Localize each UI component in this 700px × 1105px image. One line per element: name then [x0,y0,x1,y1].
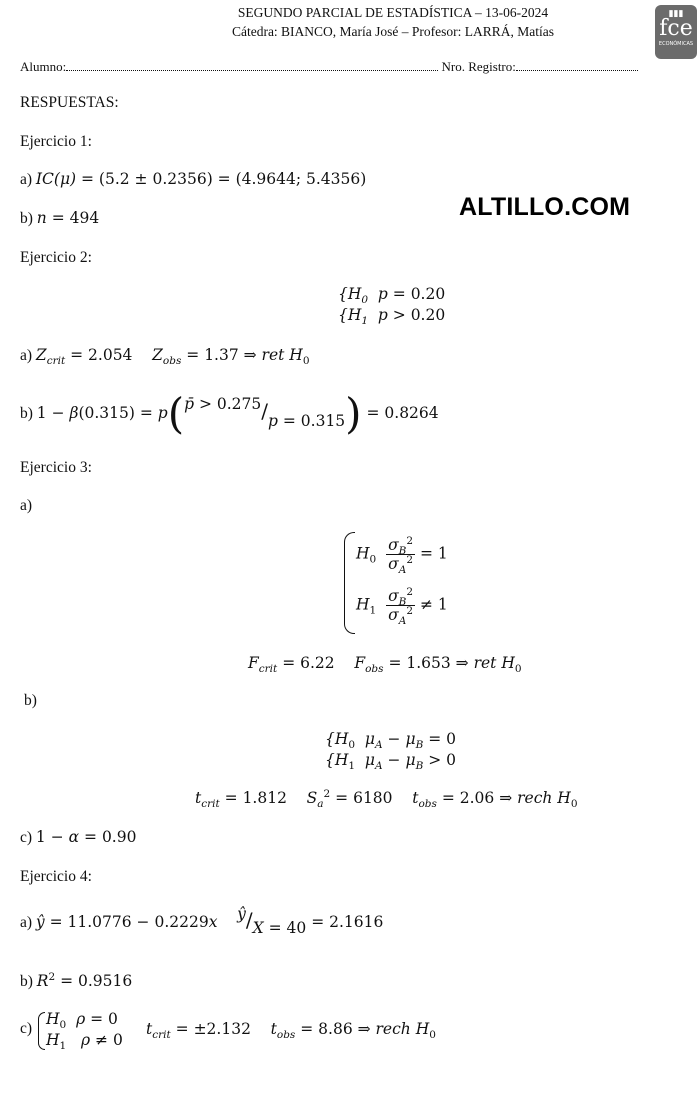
ex4-title: Ejercicio 4: [20,868,92,885]
ex4-a-formula: ŷ = 11.0776 − 0.2229x ŷ/X = 40 = 2.1616 [35,905,384,937]
logo-text: fce [659,16,693,41]
logo-subtext: ECONÓMICAS [658,41,694,47]
ex3-a-label: a) [20,497,33,514]
ex4-c-hypotheses: $H_0$ ρ = 0 $H_1$ ρ ≠ 0 [46,1010,123,1053]
exam-title: SEGUNDO PARCIAL DE ESTADÍSTICA – 13-06-2024 [237,5,549,20]
ex2-hypotheses: {$H_0$ p = 0.20 {$H_1$ p > 0.20 [338,285,446,328]
exam-subtitle: Cátedra: BIANCO, María José – Profesor: LARRÁ, Matías [231,24,555,39]
watermark: ALTILLO.COM [459,193,631,221]
ex2-b [20,384,439,441]
ex3-c [20,828,136,847]
ex1-a-label: a) [20,171,33,188]
ex3-b-hypotheses: {$H_0$ $\mu_A - \mu_B = 0$ {$H_1$ $\mu_A - \mu_B > 0$ [325,730,456,773]
ex1-b-formula: n = 494 [36,209,100,227]
ex3-a-h1: $H_1$ $\frac{\sigma_B^2}{\sigma_A^2}$ ≠ 1 [356,585,448,628]
student-label: Alumno: [20,59,67,74]
ex1-a [20,170,366,189]
ex3-c-label: c) [20,829,33,846]
ex2-b-power-value: 0.8264 [384,404,439,422]
ex4-b [20,972,132,991]
ex2-b-formula: 1 − β(0.315) = p(p̄ > 0.275/p = 0.315) = 0.8264 [36,389,439,438]
ex4-c-result: $t_{crit} = \pm 2.132$ $t_{obs} = 8.86$ ⇒ rech $H_0$ [146,1020,436,1042]
ex4-a [20,905,384,937]
registry-dotted-line [516,70,638,71]
ex2-b-label: b) [20,405,33,422]
ex1-title: Ejercicio 1: [20,133,92,150]
ex3-a-h0: $H_0$ $\frac{\sigma_B^2}{\sigma_A^2}$ = 1 [356,534,448,577]
student-line [20,59,638,75]
ex2-a-label: a) [20,347,33,364]
ex4-a-label: a) [20,914,33,931]
ex4-c-label: c) [20,1020,33,1037]
fce-logo: ▮▮▮ fce ECONÓMICAS [655,5,697,59]
ex3-c-formula: 1 − α = 0.90 [35,828,137,846]
answers-title: RESPUESTAS: [20,94,119,111]
ex3-b-label: b) [24,692,37,709]
ex1-b [20,209,99,228]
ex2-a-formula: $Z_{crit} = 2.054$ $Z_{obs} = 1.37$ ⇒ ret $H_0$ [35,346,310,368]
ex4-b-label: b) [20,973,33,990]
ex3-a-brace [344,532,355,634]
ex3-b-result: $t_{crit} = 1.812$ $S_a^2 = 6180$ $t_{obs} = 2.06$ ⇒ rech $H_0$ [195,787,578,811]
ex4-b-formula: $R^2 = 0.9516$ [36,970,133,990]
ex3-title: Ejercicio 3: [20,459,92,476]
student-dotted-line [66,70,438,71]
ex4-c-brace [38,1012,45,1050]
ex3-a-result: $F_{crit} = 6.22$ $F_{obs} = 1.653$ ⇒ ret $H_0$ [248,654,522,676]
ex1-b-label: b) [20,210,33,227]
ex2-a [20,346,310,368]
registry-label: Nro. Registro: [441,59,516,74]
ex1-b-n-value: 494 [69,209,100,227]
ex1-a-formula: IC(μ) = (5.2 ± 0.2356) = (4.9644; 5.4356) [35,170,367,188]
ex2-title: Ejercicio 2: [20,249,92,266]
